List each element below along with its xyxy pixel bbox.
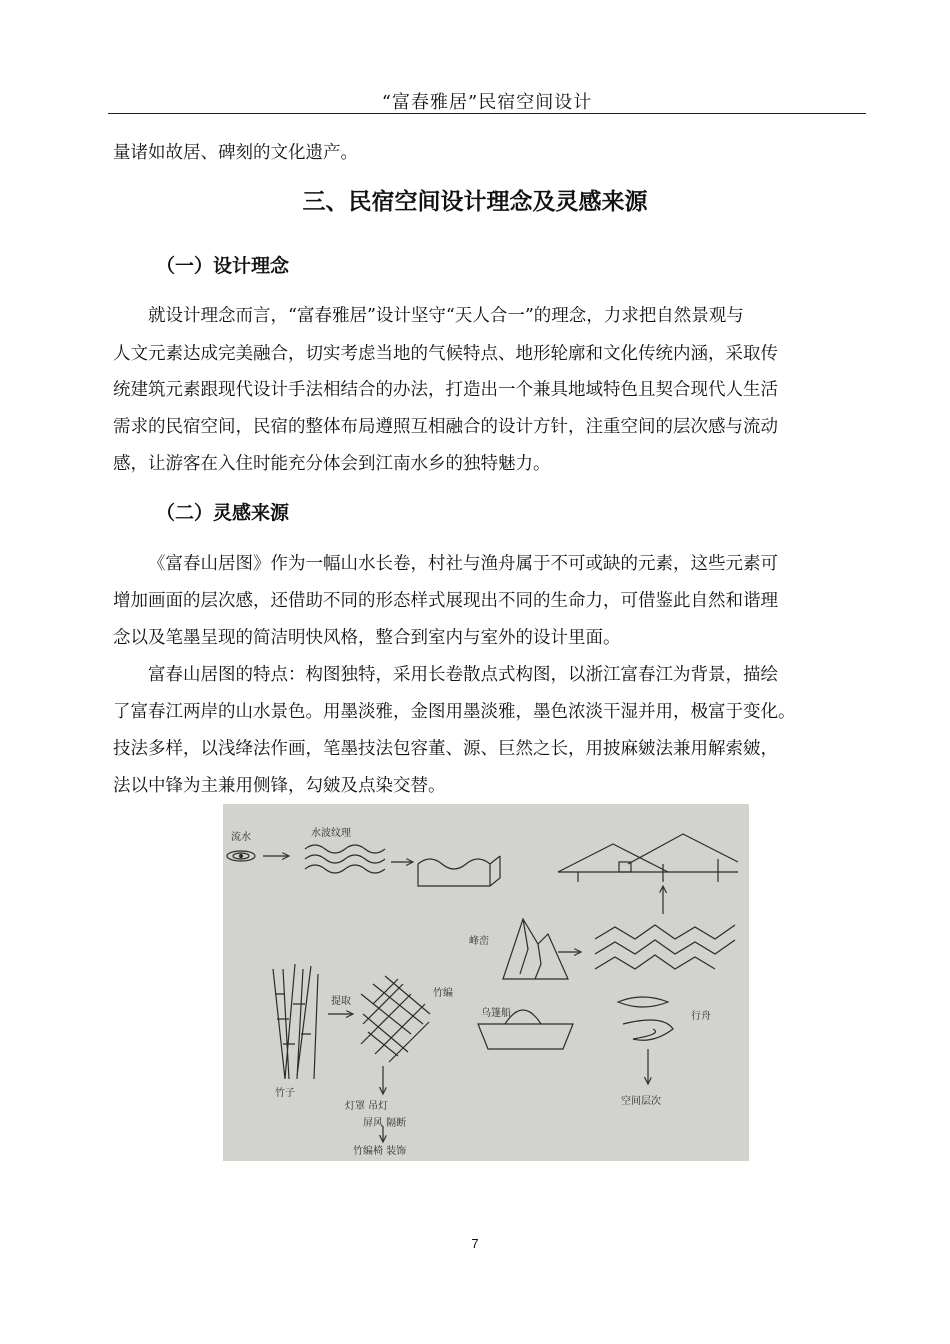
concept-line-1: 就设计理念而言，“富春雅居”设计坚守“天人合一”的理念，力求把自然景观与 bbox=[148, 306, 744, 326]
concept-line-5: 感，让游客在入住时能充分体会到江南水乡的独特魅力。 bbox=[113, 454, 551, 474]
subsection-title-concept: （一）设计理念 bbox=[156, 255, 290, 277]
header-rule bbox=[108, 113, 866, 114]
inspiration-line-3: 念以及笔墨呈现的简洁明快风格，整合到室内与室外的设计里面。 bbox=[113, 628, 621, 648]
feature-line-2: 了富春江两岸的山水景色。用墨淡雅，金图用墨淡雅，墨色浓淡干湿并用，极富于变化。 bbox=[113, 702, 796, 722]
sketch-label-bamboo: 竹子 bbox=[275, 1088, 295, 1099]
feature-line-3: 技法多样，以浅绛法作画，笔墨技法包容董、源、巨然之长，用披麻皴法兼用解索皴， bbox=[113, 739, 778, 759]
sketch-label-extract: 提取 bbox=[331, 996, 351, 1007]
sketch-label-water-texture: 水波纹理 bbox=[311, 828, 351, 839]
concept-line-4: 需求的民宿空间，民宿的整体布局遵照互相融合的设计方针，注重空间的层次感与流动 bbox=[113, 417, 778, 437]
sketch-label-walking-boat: 行舟 bbox=[691, 1011, 711, 1022]
sketch-label-space-layer: 空间层次 bbox=[621, 1096, 661, 1107]
sketch-label-lamp: 灯罩 吊灯 bbox=[345, 1101, 389, 1112]
sketch-label-peak: 峰峦 bbox=[469, 936, 489, 947]
sketch-label-boat: 乌篷船 bbox=[481, 1008, 511, 1019]
section-title: 三、民宿空间设计理念及灵感来源 bbox=[302, 189, 648, 215]
page-header-title: “富春雅居”民宿空间设计 bbox=[381, 92, 593, 113]
inspiration-line-1: 《富春山居图》作为一幅山水长卷，村社与渔舟属于不可或缺的元素，这些元素可 bbox=[148, 554, 778, 574]
sketch-label-furniture: 竹编椅 装饰 bbox=[353, 1146, 407, 1157]
sketch-label-screen: 屏风 隔断 bbox=[363, 1118, 407, 1129]
sketch-label-bamboo-weave: 竹编 bbox=[433, 988, 453, 999]
inspiration-sketch bbox=[223, 804, 749, 1161]
subsection-title-inspiration: （二）灵感来源 bbox=[156, 502, 290, 524]
feature-line-1: 富春山居图的特点：构图独特，采用长卷散点式构图，以浙江富春江为背景，描绘 bbox=[148, 665, 778, 685]
inspiration-line-2: 增加画面的层次感，还借助不同的形态样式展现出不同的生命力，可借鉴此自然和谐理 bbox=[113, 591, 778, 611]
concept-line-2: 人文元素达成完美融合，切实考虑当地的气候特点、地形轮廓和文化传统内涵，采取传 bbox=[113, 344, 778, 364]
page-number: 7 bbox=[471, 1236, 479, 1251]
sketch-label-water: 流水 bbox=[231, 832, 251, 843]
feature-line-4: 法以中锋为主兼用侧锋，勾皴及点染交替。 bbox=[113, 776, 446, 796]
concept-line-3: 统建筑元素跟现代设计手法相结合的办法，打造出一个兼具地域特色且契合现代人生活 bbox=[113, 380, 778, 400]
intro-line: 量诸如故居、碑刻的文化遗产。 bbox=[113, 143, 358, 163]
